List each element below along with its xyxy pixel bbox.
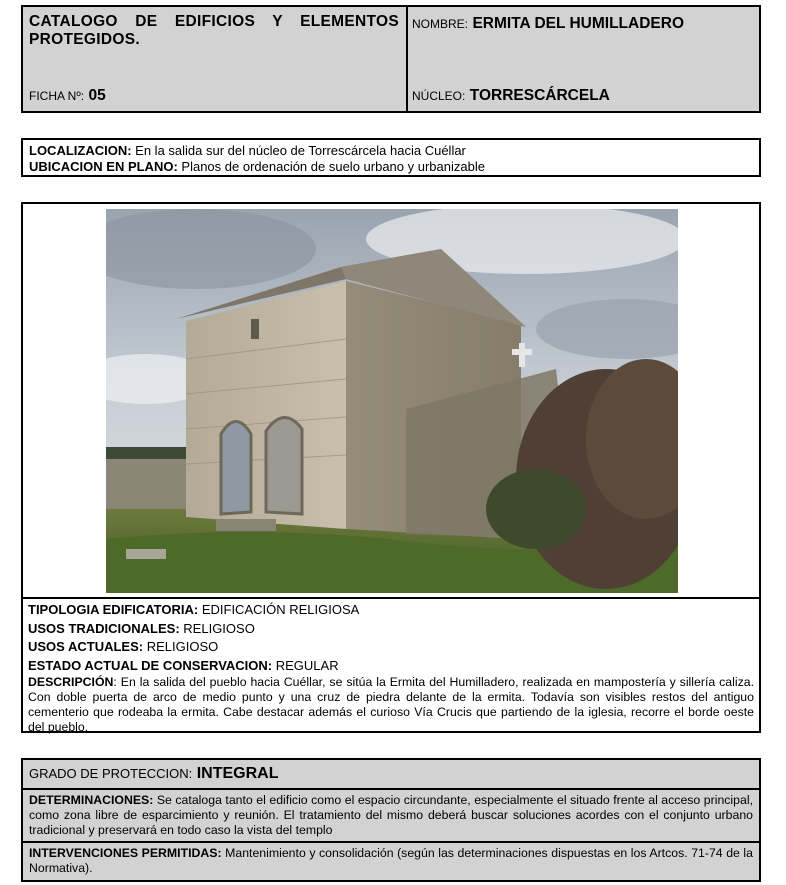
determinaciones-section [23, 790, 759, 843]
ficha-label: FICHA Nº: [29, 89, 85, 103]
nombre-value: ERMITA DEL HUMILLADERO [472, 15, 685, 32]
tipologia-label: TIPOLOGIA EDIFICATORIA: [28, 602, 199, 617]
usos-tradicionales-label: USOS TRADICIONALES: [28, 620, 180, 636]
estado-row [28, 657, 754, 676]
header-table [21, 5, 761, 113]
ubicacion-row [29, 159, 753, 175]
tipologia-row [28, 601, 754, 620]
protection-box [21, 758, 761, 882]
estado-value: REGULAR [275, 657, 339, 673]
grado-value: INTEGRAL [196, 765, 279, 782]
descripcion-label: DESCRIPCIÓN [28, 675, 114, 689]
grado-section [23, 760, 759, 790]
header-left-cell [23, 7, 408, 111]
estado-label: ESTADO ACTUAL DE CONSERVACION: [28, 657, 273, 673]
usos-actuales-row [28, 638, 754, 657]
usos-actuales-label: USOS ACTUALES: [28, 639, 144, 654]
nombre-label: NOMBRE: [412, 17, 469, 31]
grado-label: GRADO DE PROTECCION: [29, 766, 193, 781]
nucleo-field [412, 87, 610, 105]
descripcion-paragraph [28, 675, 754, 735]
usos-tradicionales-row [28, 620, 754, 639]
header-right-cell [408, 7, 759, 111]
intervenciones-label: INTERVENCIONES PERMITIDAS: [29, 846, 222, 860]
description-section [23, 597, 759, 734]
determinaciones-value: Se cataloga tanto el edificio como el espacio circundante, especialmente el situado frente al acceso principal, como zona libre de esparcimiento y reunión. El tratamiento del mismo deberá buscar soluciones acordes con el conjunto urbano tradicional y preservará en todo caso la vista del templo [29, 793, 753, 837]
nombre-field [412, 15, 684, 33]
nucleo-label: NÚCLEO: [412, 89, 466, 103]
ubicacion-label: UBICACION EN PLANO: [29, 159, 178, 174]
hermitage-photo-illustration [106, 209, 678, 593]
ubicacion-value: Planos de ordenación de suelo urbano y urbanizable [181, 159, 485, 174]
ficha-value: 05 [88, 87, 106, 104]
intervenciones-value: Mantenimiento y consolidación (según las determinaciones dispuestas en los Artcos. 71-74 de la Normativa). [29, 846, 753, 875]
tipologia-value: EDIFICACIÓN RELIGIOSA [201, 602, 360, 617]
intervenciones-section [23, 843, 759, 880]
catalog-title: CATALOGO DE EDIFICIOS Y ELEMENTOS PROTEGIDOS. [29, 13, 399, 48]
localizacion-label: LOCALIZACION: [29, 143, 132, 158]
location-box [21, 138, 761, 177]
descripcion-value: : En la salida del pueblo hacia Cuéllar, se sitúa la Ermita del Humilladero, realizada en mampostería y sillería caliza. Con doble puerta de arco de medio punto y una cruz de piedra delante de la ermita. Todavía son visibles restos del antiguo cementerio que rodeaba la ermita. Cabe destacar además el curioso Vía Crucis que partiendo de la iglesia, recorre el borde oeste del pueblo. [28, 675, 754, 734]
usos-tradicionales-value: RELIGIOSO [183, 620, 255, 636]
usos-actuales-value: RELIGIOSO [146, 639, 219, 654]
nucleo-value: TORRESCÁRCELA [469, 87, 610, 104]
main-box [21, 202, 761, 733]
hermitage-photo [106, 209, 678, 593]
determinaciones-label: DETERMINACIONES: [29, 793, 154, 807]
localizacion-value: En la salida sur del núcleo de Torrescárcela hacia Cuéllar [135, 143, 466, 158]
localizacion-row [29, 143, 753, 159]
ficha-field [29, 87, 106, 105]
